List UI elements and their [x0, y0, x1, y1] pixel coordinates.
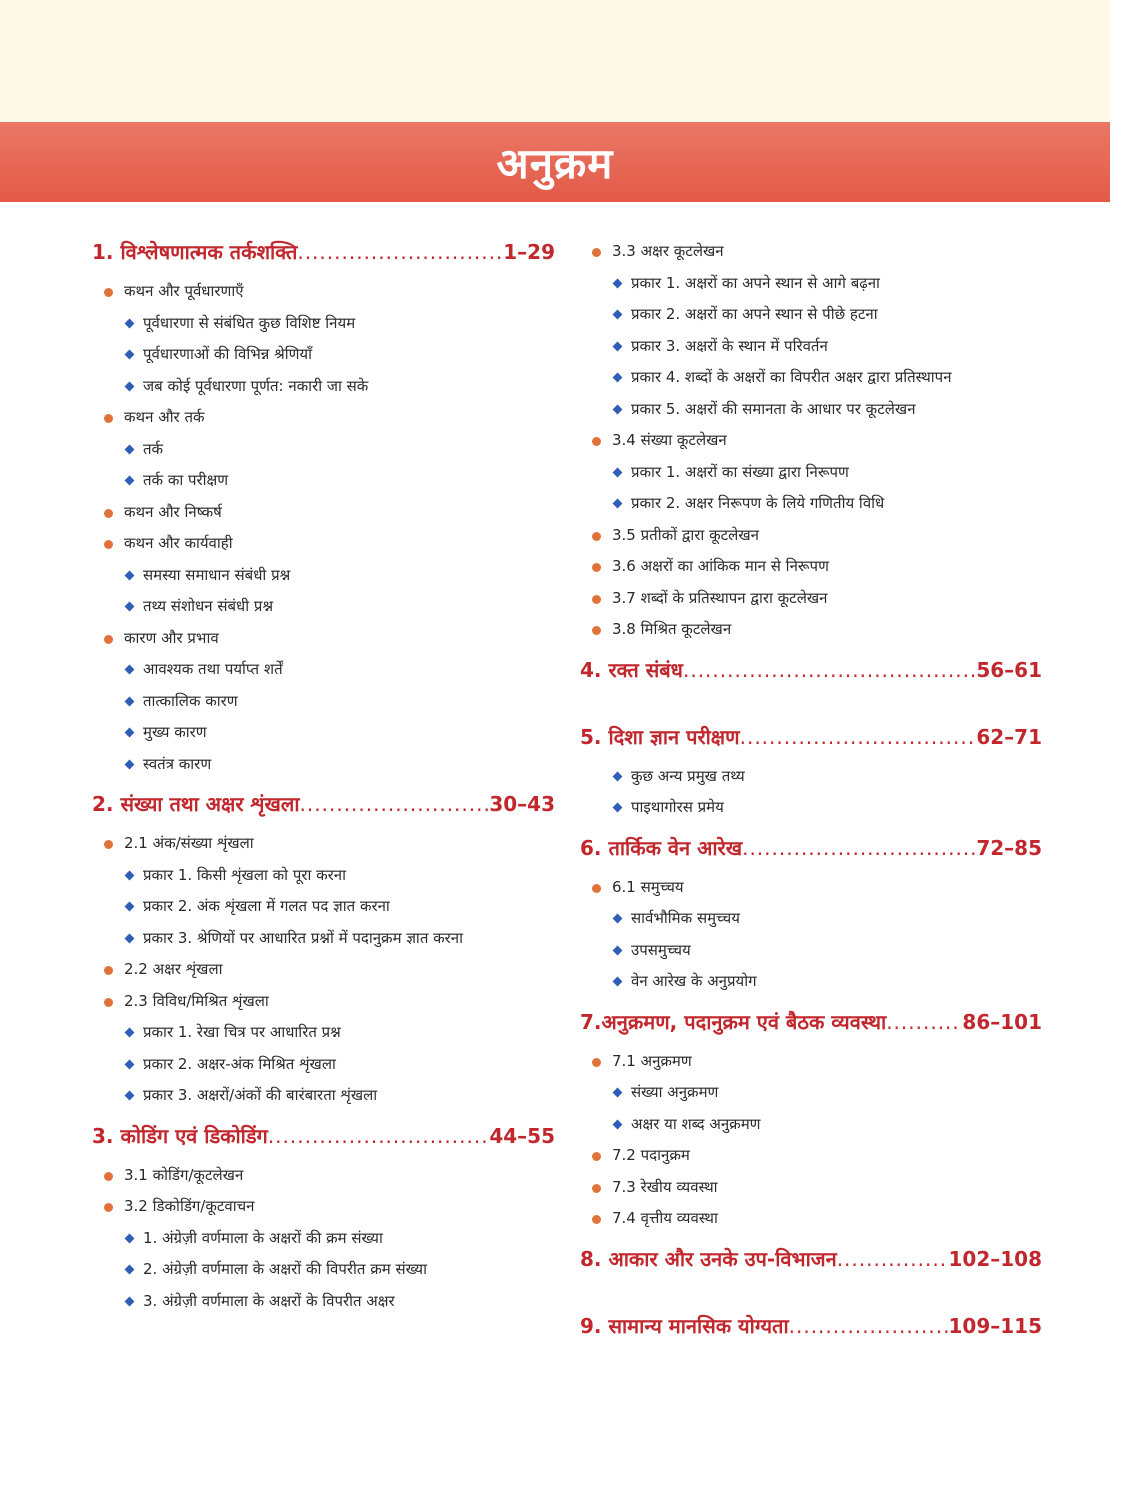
item-text: तात्कालिक कारण: [143, 691, 238, 710]
blue-diamond-bullet-icon: [613, 404, 623, 414]
toc-subtopic-item[interactable]: [580, 268, 1042, 300]
toc-subtopic-item[interactable]: [580, 1109, 1042, 1141]
blue-diamond-bullet-icon: [125, 570, 135, 580]
toc-column-right: [580, 236, 1042, 1350]
orange-bullet-icon: [104, 288, 113, 297]
blue-diamond-bullet-icon: [125, 665, 135, 675]
item-text: 3.2 डिकोडिंग/कूटवाचन: [124, 1197, 255, 1215]
item-text: प्रकार 2. अंक शृंखला में गलत पद ज्ञात करना: [143, 897, 390, 915]
section-gap: [92, 268, 555, 276]
item-text: सार्वभौमिक समुच्चय: [631, 909, 740, 927]
item-text: आवश्यक तथा पर्याप्त शर्तें: [143, 660, 283, 678]
toc-column-left: [92, 236, 555, 1317]
blue-diamond-bullet-icon: [613, 373, 623, 383]
blue-diamond-bullet-icon: [125, 1091, 135, 1101]
toc-subtopic-item[interactable]: [92, 591, 555, 623]
toc-section-heading[interactable]: [580, 832, 1042, 864]
toc-topic-item[interactable]: [580, 872, 1042, 904]
blue-diamond-bullet-icon: [613, 499, 623, 509]
toc-section-heading[interactable]: [580, 1243, 1042, 1275]
section-gap: [580, 753, 1042, 761]
toc-subtopic-item[interactable]: [92, 434, 555, 466]
item-text: 3.7 शब्दों के प्रतिस्थापन द्वारा कूटलेखन: [612, 588, 828, 607]
toc-subtopic-item[interactable]: [580, 792, 1042, 824]
section-gap: [580, 646, 1042, 654]
blue-diamond-bullet-icon: [613, 803, 623, 813]
blue-diamond-bullet-icon: [613, 945, 623, 955]
section-title: 5. दिशा ज्ञान परीक्षण: [580, 724, 740, 749]
toc-subtopic-item[interactable]: [92, 465, 555, 497]
section-gap: [92, 780, 555, 788]
blue-diamond-bullet-icon: [125, 444, 135, 454]
toc-topic-item[interactable]: [580, 614, 1042, 646]
orange-bullet-icon: [104, 635, 113, 644]
item-text: 7.2 पदानुक्रम: [612, 1146, 690, 1164]
item-text: 7.3 रेखीय व्यवस्था: [612, 1177, 718, 1196]
dot-leader: [268, 1120, 490, 1152]
orange-bullet-icon: [592, 248, 601, 257]
blue-diamond-bullet-icon: [125, 870, 135, 880]
orange-bullet-icon: [592, 884, 601, 893]
blue-diamond-bullet-icon: [613, 467, 623, 477]
orange-bullet-icon: [104, 540, 113, 549]
section-title: 4. रक्त संबंध: [580, 657, 683, 682]
blue-diamond-bullet-icon: [125, 902, 135, 912]
item-text: 2.2 अक्षर शृंखला: [124, 960, 223, 978]
blue-diamond-bullet-icon: [125, 1265, 135, 1275]
page-range: 44–55: [489, 1123, 555, 1148]
toc-subtopic-item[interactable]: [92, 1286, 555, 1318]
orange-bullet-icon: [592, 1058, 601, 1067]
dot-leader: [300, 788, 490, 820]
toc-topic-item[interactable]: [580, 1140, 1042, 1172]
toc-topic-item[interactable]: [580, 236, 1042, 268]
section-gap: [580, 1342, 1042, 1350]
item-text: 2.1 अंक/संख्या शृंखला: [124, 834, 254, 852]
toc-subtopic-item[interactable]: [92, 1223, 555, 1255]
orange-bullet-icon: [104, 998, 113, 1007]
toc-section-heading[interactable]: [92, 788, 555, 820]
blue-diamond-bullet-icon: [613, 771, 623, 781]
toc-section-heading[interactable]: [92, 236, 555, 268]
item-text: 3.1 कोडिंग/कूटलेखन: [124, 1165, 244, 1184]
item-text: प्रकार 2. अक्षर निरूपण के लिये गणितीय विधि: [631, 494, 885, 512]
toc-topic-item[interactable]: [92, 1160, 555, 1192]
page-range: 30–43: [489, 792, 555, 816]
toc-subtopic-item[interactable]: [92, 654, 555, 686]
page-range: 86–101: [962, 1009, 1042, 1034]
section-gap: [580, 864, 1042, 872]
blue-diamond-bullet-icon: [613, 1119, 623, 1129]
item-text: 7.4 वृत्तीय व्यवस्था: [612, 1209, 718, 1227]
item-text: प्रकार 2. अक्षरों का अपने स्थान से पीछे हटना: [631, 305, 878, 323]
section-title: 1. विश्लेषणात्मक तर्कशक्ति: [92, 240, 298, 264]
section-gap: [580, 1283, 1042, 1310]
item-text: मुख्य कारण: [143, 723, 207, 741]
top-margin-band: [0, 0, 1110, 122]
toc-subtopic-item[interactable]: [92, 891, 555, 923]
section-gap: [92, 1152, 555, 1160]
toc-subtopic-item[interactable]: [580, 457, 1042, 489]
orange-bullet-icon: [104, 414, 113, 423]
toc-subtopic-item[interactable]: [580, 394, 1042, 426]
item-text: प्रकार 2. अक्षर-अंक मिश्रित शृंखला: [143, 1054, 336, 1073]
item-text: प्रकार 4. शब्दों के अक्षरों का विपरीत अक्षर द्वारा प्रतिस्थापन: [631, 368, 952, 386]
item-text: प्रकार 1. अक्षरों का संख्या द्वारा निरूपण: [631, 462, 849, 481]
toc-section-heading[interactable]: [580, 1310, 1042, 1342]
dot-leader: [297, 236, 503, 268]
toc-topic-item[interactable]: [92, 828, 555, 860]
blue-diamond-bullet-icon: [125, 1059, 135, 1069]
toc-section-heading[interactable]: [92, 1120, 555, 1152]
item-text: 3.5 प्रतीकों द्वारा कूटलेखन: [612, 525, 759, 544]
item-text: उपसमुच्चय: [631, 940, 691, 959]
item-text: वेन आरेख के अनुप्रयोग: [631, 972, 757, 990]
item-text: 6.1 समुच्चय: [612, 877, 684, 896]
orange-bullet-icon: [592, 1215, 601, 1224]
section-title: 2. संख्या तथा अक्षर शृंखला: [92, 792, 300, 816]
item-text: 3. अंग्रेज़ी वर्णमाला के अक्षरों के विपरीत अक्षर: [143, 1291, 395, 1310]
item-text: अक्षर या शब्द अनुक्रमण: [631, 1114, 761, 1133]
orange-bullet-icon: [592, 595, 601, 604]
item-text: पूर्वधारणा से संबंधित कुछ विशिष्ट नियम: [143, 313, 356, 332]
item-text: समस्या समाधान संबंधी प्रश्न: [143, 565, 291, 584]
item-text: कथन और कार्यवाही: [124, 534, 233, 552]
blue-diamond-bullet-icon: [125, 933, 135, 943]
blue-diamond-bullet-icon: [613, 977, 623, 987]
toc-topic-item[interactable]: [92, 1191, 555, 1223]
section-gap: [92, 1112, 555, 1120]
section-title: 8. आकार और उनके उप-विभाजन: [580, 1246, 837, 1271]
toc-topic-item[interactable]: [92, 497, 555, 529]
item-text: 3.4 संख्या कूटलेखन: [612, 431, 727, 449]
toc-topic-item[interactable]: [580, 1046, 1042, 1078]
blue-diamond-bullet-icon: [613, 341, 623, 351]
item-text: पूर्वधारणाओं की विभिन्न श्रेणियाँ: [143, 345, 313, 363]
item-text: 3.6 अक्षरों का आंकिक मान से निरूपण: [612, 557, 829, 575]
blue-diamond-bullet-icon: [125, 1296, 135, 1306]
item-text: तथ्य संशोधन संबंधी प्रश्न: [143, 597, 274, 615]
toc-topic-item[interactable]: [92, 276, 555, 308]
orange-bullet-icon: [104, 966, 113, 975]
item-text: जब कोई पूर्वधारणा पूर्णत: नकारी जा सके: [143, 376, 369, 395]
blue-diamond-bullet-icon: [125, 318, 135, 328]
toc-section-heading[interactable]: [580, 1006, 1042, 1038]
item-text: 7.1 अनुक्रमण: [612, 1051, 692, 1070]
toc-subtopic-item[interactable]: [92, 717, 555, 749]
section-title: 3. कोडिंग एवं डिकोडिंग: [92, 1123, 268, 1148]
orange-bullet-icon: [592, 437, 601, 446]
page-range: 72–85: [976, 835, 1042, 860]
item-text: कथन और निष्कर्ष: [124, 502, 222, 521]
dot-leader: [789, 1310, 949, 1342]
orange-bullet-icon: [592, 563, 601, 572]
toc-subtopic-item[interactable]: [580, 1077, 1042, 1109]
item-text: 2. अंग्रेज़ी वर्णमाला के अक्षरों की विपरीत क्रम संख्या: [143, 1260, 427, 1278]
item-text: प्रकार 3. श्रेणियों पर आधारित प्रश्नों में पदानुक्रम ज्ञात करना: [143, 928, 463, 947]
toc-subtopic-item[interactable]: [92, 923, 555, 955]
blue-diamond-bullet-icon: [125, 1233, 135, 1243]
dot-leader: [742, 832, 976, 864]
section-gap: [580, 1038, 1042, 1046]
blue-diamond-bullet-icon: [613, 1088, 623, 1098]
toc-section-heading[interactable]: [580, 721, 1042, 753]
title-banner: [0, 122, 1110, 202]
toc-topic-item[interactable]: [92, 986, 555, 1018]
section-gap: [580, 1235, 1042, 1243]
item-text: संख्या अनुक्रमण: [631, 1083, 719, 1101]
toc-subtopic-item[interactable]: [580, 966, 1042, 998]
blue-diamond-bullet-icon: [125, 381, 135, 391]
toc-subtopic-item[interactable]: [580, 903, 1042, 935]
page-range: 56–61: [976, 657, 1042, 682]
toc-subtopic-item[interactable]: [580, 761, 1042, 793]
blue-diamond-bullet-icon: [125, 728, 135, 738]
toc-topic-item[interactable]: [580, 520, 1042, 552]
orange-bullet-icon: [592, 532, 601, 541]
dot-leader: [683, 654, 976, 686]
orange-bullet-icon: [592, 1152, 601, 1161]
toc-subtopic-item[interactable]: [92, 1049, 555, 1081]
orange-bullet-icon: [592, 1184, 601, 1193]
section-gap: [92, 820, 555, 828]
section-title: 7.अनुक्रमण, पदानुक्रम एवं बैठक व्यवस्था: [580, 1009, 887, 1034]
item-text: पाइथागोरस प्रमेय: [631, 798, 724, 816]
toc-subtopic-item[interactable]: [92, 749, 555, 781]
toc-subtopic-item[interactable]: [92, 1080, 555, 1112]
orange-bullet-icon: [104, 509, 113, 518]
toc-subtopic-item[interactable]: [92, 371, 555, 403]
blue-diamond-bullet-icon: [613, 914, 623, 924]
blue-diamond-bullet-icon: [125, 602, 135, 612]
item-text: कथन और पूर्वधारणाएँ: [124, 282, 244, 300]
section-gap: [580, 694, 1042, 721]
toc-topic-item[interactable]: [580, 583, 1042, 615]
item-text: 3.8 मिश्रित कूटलेखन: [612, 620, 732, 638]
item-text: प्रकार 3. अक्षरों के स्थान में परिवर्तन: [631, 336, 828, 355]
dot-leader: [837, 1243, 949, 1275]
toc-subtopic-item[interactable]: [92, 860, 555, 892]
toc-subtopic-item[interactable]: [580, 488, 1042, 520]
item-text: कथन और तर्क: [124, 408, 205, 426]
toc-subtopic-item[interactable]: [92, 560, 555, 592]
dot-leader: [886, 1006, 962, 1038]
item-text: प्रकार 3. अक्षरों/अंकों की बारंबारता शृंखला: [143, 1086, 378, 1104]
toc-subtopic-item[interactable]: [92, 1017, 555, 1049]
orange-bullet-icon: [104, 1203, 113, 1212]
section-gap: [580, 824, 1042, 832]
blue-diamond-bullet-icon: [613, 310, 623, 320]
section-title: 9. सामान्य मानसिक योग्यता: [580, 1313, 789, 1338]
item-text: 2.3 विविध/मिश्रित शृंखला: [124, 991, 269, 1010]
item-text: स्वतंत्र कारण: [143, 754, 212, 773]
blue-diamond-bullet-icon: [125, 1028, 135, 1038]
orange-bullet-icon: [592, 626, 601, 635]
toc-subtopic-item[interactable]: [92, 339, 555, 371]
toc-topic-item[interactable]: [92, 623, 555, 655]
page-range: 102–108: [948, 1246, 1042, 1271]
item-text: कुछ अन्य प्रमुख तथ्य: [631, 766, 745, 785]
toc-topic-item[interactable]: [580, 1203, 1042, 1235]
dot-leader: [740, 721, 977, 753]
toc-subtopic-item[interactable]: [580, 935, 1042, 967]
section-gap: [580, 1275, 1042, 1283]
toc-subtopic-item[interactable]: [580, 299, 1042, 331]
item-text: 3.3 अक्षर कूटलेखन: [612, 242, 724, 260]
item-text: प्रकार 1. अक्षरों का अपने स्थान से आगे बढ़ना: [631, 273, 880, 292]
item-text: तर्क का परीक्षण: [143, 471, 229, 489]
section-gap: [580, 686, 1042, 694]
blue-diamond-bullet-icon: [125, 696, 135, 706]
toc-subtopic-item[interactable]: [92, 1254, 555, 1286]
page-title: अनुक्रम: [496, 138, 614, 188]
toc-topic-item[interactable]: [580, 551, 1042, 583]
toc-section-heading[interactable]: [580, 654, 1042, 686]
toc-topic-item[interactable]: [580, 1172, 1042, 1204]
item-text: 1. अंग्रेज़ी वर्णमाला के अक्षरों की क्रम संख्या: [143, 1228, 383, 1247]
orange-bullet-icon: [104, 1172, 113, 1181]
page-range: 109–115: [948, 1313, 1042, 1338]
toc-topic-item[interactable]: [92, 954, 555, 986]
toc-subtopic-item[interactable]: [580, 362, 1042, 394]
item-text: प्रकार 1. रेखा चित्र पर आधारित प्रश्न: [143, 1023, 341, 1041]
blue-diamond-bullet-icon: [125, 759, 135, 769]
section-title: 6. तार्किक वेन आरेख: [580, 835, 743, 860]
page-range: 1–29: [503, 240, 555, 264]
blue-diamond-bullet-icon: [125, 350, 135, 360]
item-text: तर्क: [143, 439, 164, 458]
orange-bullet-icon: [104, 840, 113, 849]
toc-topic-item[interactable]: [92, 402, 555, 434]
toc-subtopic-item[interactable]: [92, 308, 555, 340]
item-text: प्रकार 1. किसी शृंखला को पूरा करना: [143, 865, 347, 884]
blue-diamond-bullet-icon: [613, 278, 623, 288]
toc-subtopic-item[interactable]: [580, 331, 1042, 363]
item-text: प्रकार 5. अक्षरों की समानता के आधार पर कूटलेखन: [631, 399, 916, 418]
toc-subtopic-item[interactable]: [92, 686, 555, 718]
item-text: कारण और प्रभाव: [124, 628, 219, 647]
blue-diamond-bullet-icon: [125, 476, 135, 486]
toc-topic-item[interactable]: [92, 528, 555, 560]
section-gap: [580, 998, 1042, 1006]
page-range: 62–71: [976, 724, 1042, 749]
toc-topic-item[interactable]: [580, 425, 1042, 457]
